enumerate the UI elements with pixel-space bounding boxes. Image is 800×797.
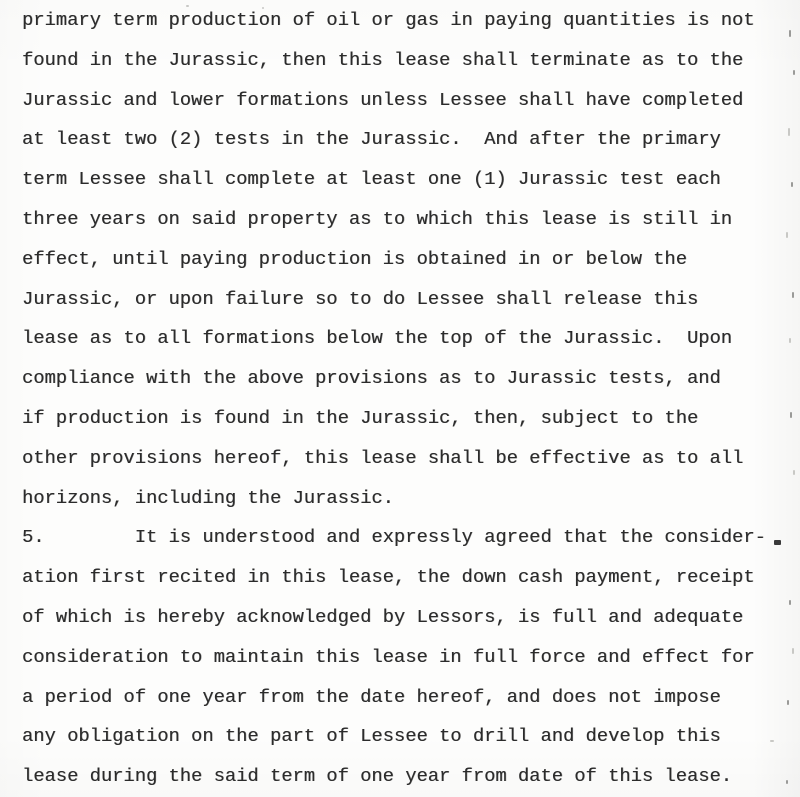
scan-speckle bbox=[793, 470, 795, 475]
scan-speckle bbox=[788, 128, 790, 136]
scan-speckle bbox=[774, 540, 781, 545]
scan-speckle bbox=[186, 5, 189, 7]
text-line: Jurassic and lower formations unless Lessee shall have completed bbox=[22, 88, 744, 111]
text-line: other provisions hereof, this lease shall be effective as to all bbox=[22, 446, 744, 469]
text-line: Jurassic, or upon failure so to do Lessee shall release this bbox=[22, 287, 699, 310]
scan-speckle bbox=[791, 182, 793, 187]
scan-speckle bbox=[262, 7, 264, 9]
text-line: found in the Jurassic, then this lease shall terminate as to the bbox=[22, 48, 744, 71]
scan-speckle bbox=[786, 780, 788, 784]
text-line: term Lessee shall complete at least one (1) Jurassic test each bbox=[22, 168, 721, 191]
text-line: of which is hereby acknowledged by Lessors, is full and adequate bbox=[22, 605, 744, 628]
text-line: any obligation on the part of Lessee to drill and develop this bbox=[22, 725, 721, 748]
text-line: at least two (2) tests in the Jurassic. And after the primary bbox=[22, 128, 721, 151]
scan-speckle bbox=[770, 740, 774, 742]
scan-speckle bbox=[789, 600, 791, 605]
text-line: effect, until paying production is obtained in or below the bbox=[22, 247, 687, 270]
text-line: a period of one year from the date hereof, and does not impose bbox=[22, 685, 721, 708]
scan-speckle bbox=[790, 412, 792, 418]
scan-speckle bbox=[793, 70, 795, 75]
text-line: primary term production of oil or gas in paying quantities is not bbox=[22, 9, 755, 31]
lease-text-block bbox=[22, 1, 792, 797]
scan-speckle bbox=[792, 292, 794, 298]
text-line: horizons, including the Jurassic. bbox=[22, 486, 394, 509]
text-line: consideration to maintain this lease in full force and effect for bbox=[22, 645, 755, 668]
scan-speckle bbox=[789, 338, 791, 343]
text-line: three years on said property as to which this lease is still in bbox=[22, 207, 733, 230]
text-line: compliance with the above provisions as to Jurassic tests, and bbox=[22, 367, 721, 390]
scan-speckle bbox=[787, 700, 789, 705]
scan-speckle bbox=[789, 30, 791, 37]
text-line: lease during the said term of one year from date of this lease. bbox=[22, 765, 733, 788]
text-line: lease as to all formations below the top of the Jurassic. Upon bbox=[22, 327, 733, 350]
text-line: if production is found in the Jurassic, then, subject to the bbox=[22, 406, 699, 429]
scan-speckle bbox=[792, 648, 794, 654]
scan-speckle bbox=[786, 232, 788, 238]
text-line-paragraph-5: 5. It is understood and expressly agreed that the consider- bbox=[22, 526, 766, 549]
text-line: ation first recited in this lease, the down cash payment, receipt bbox=[22, 566, 755, 589]
